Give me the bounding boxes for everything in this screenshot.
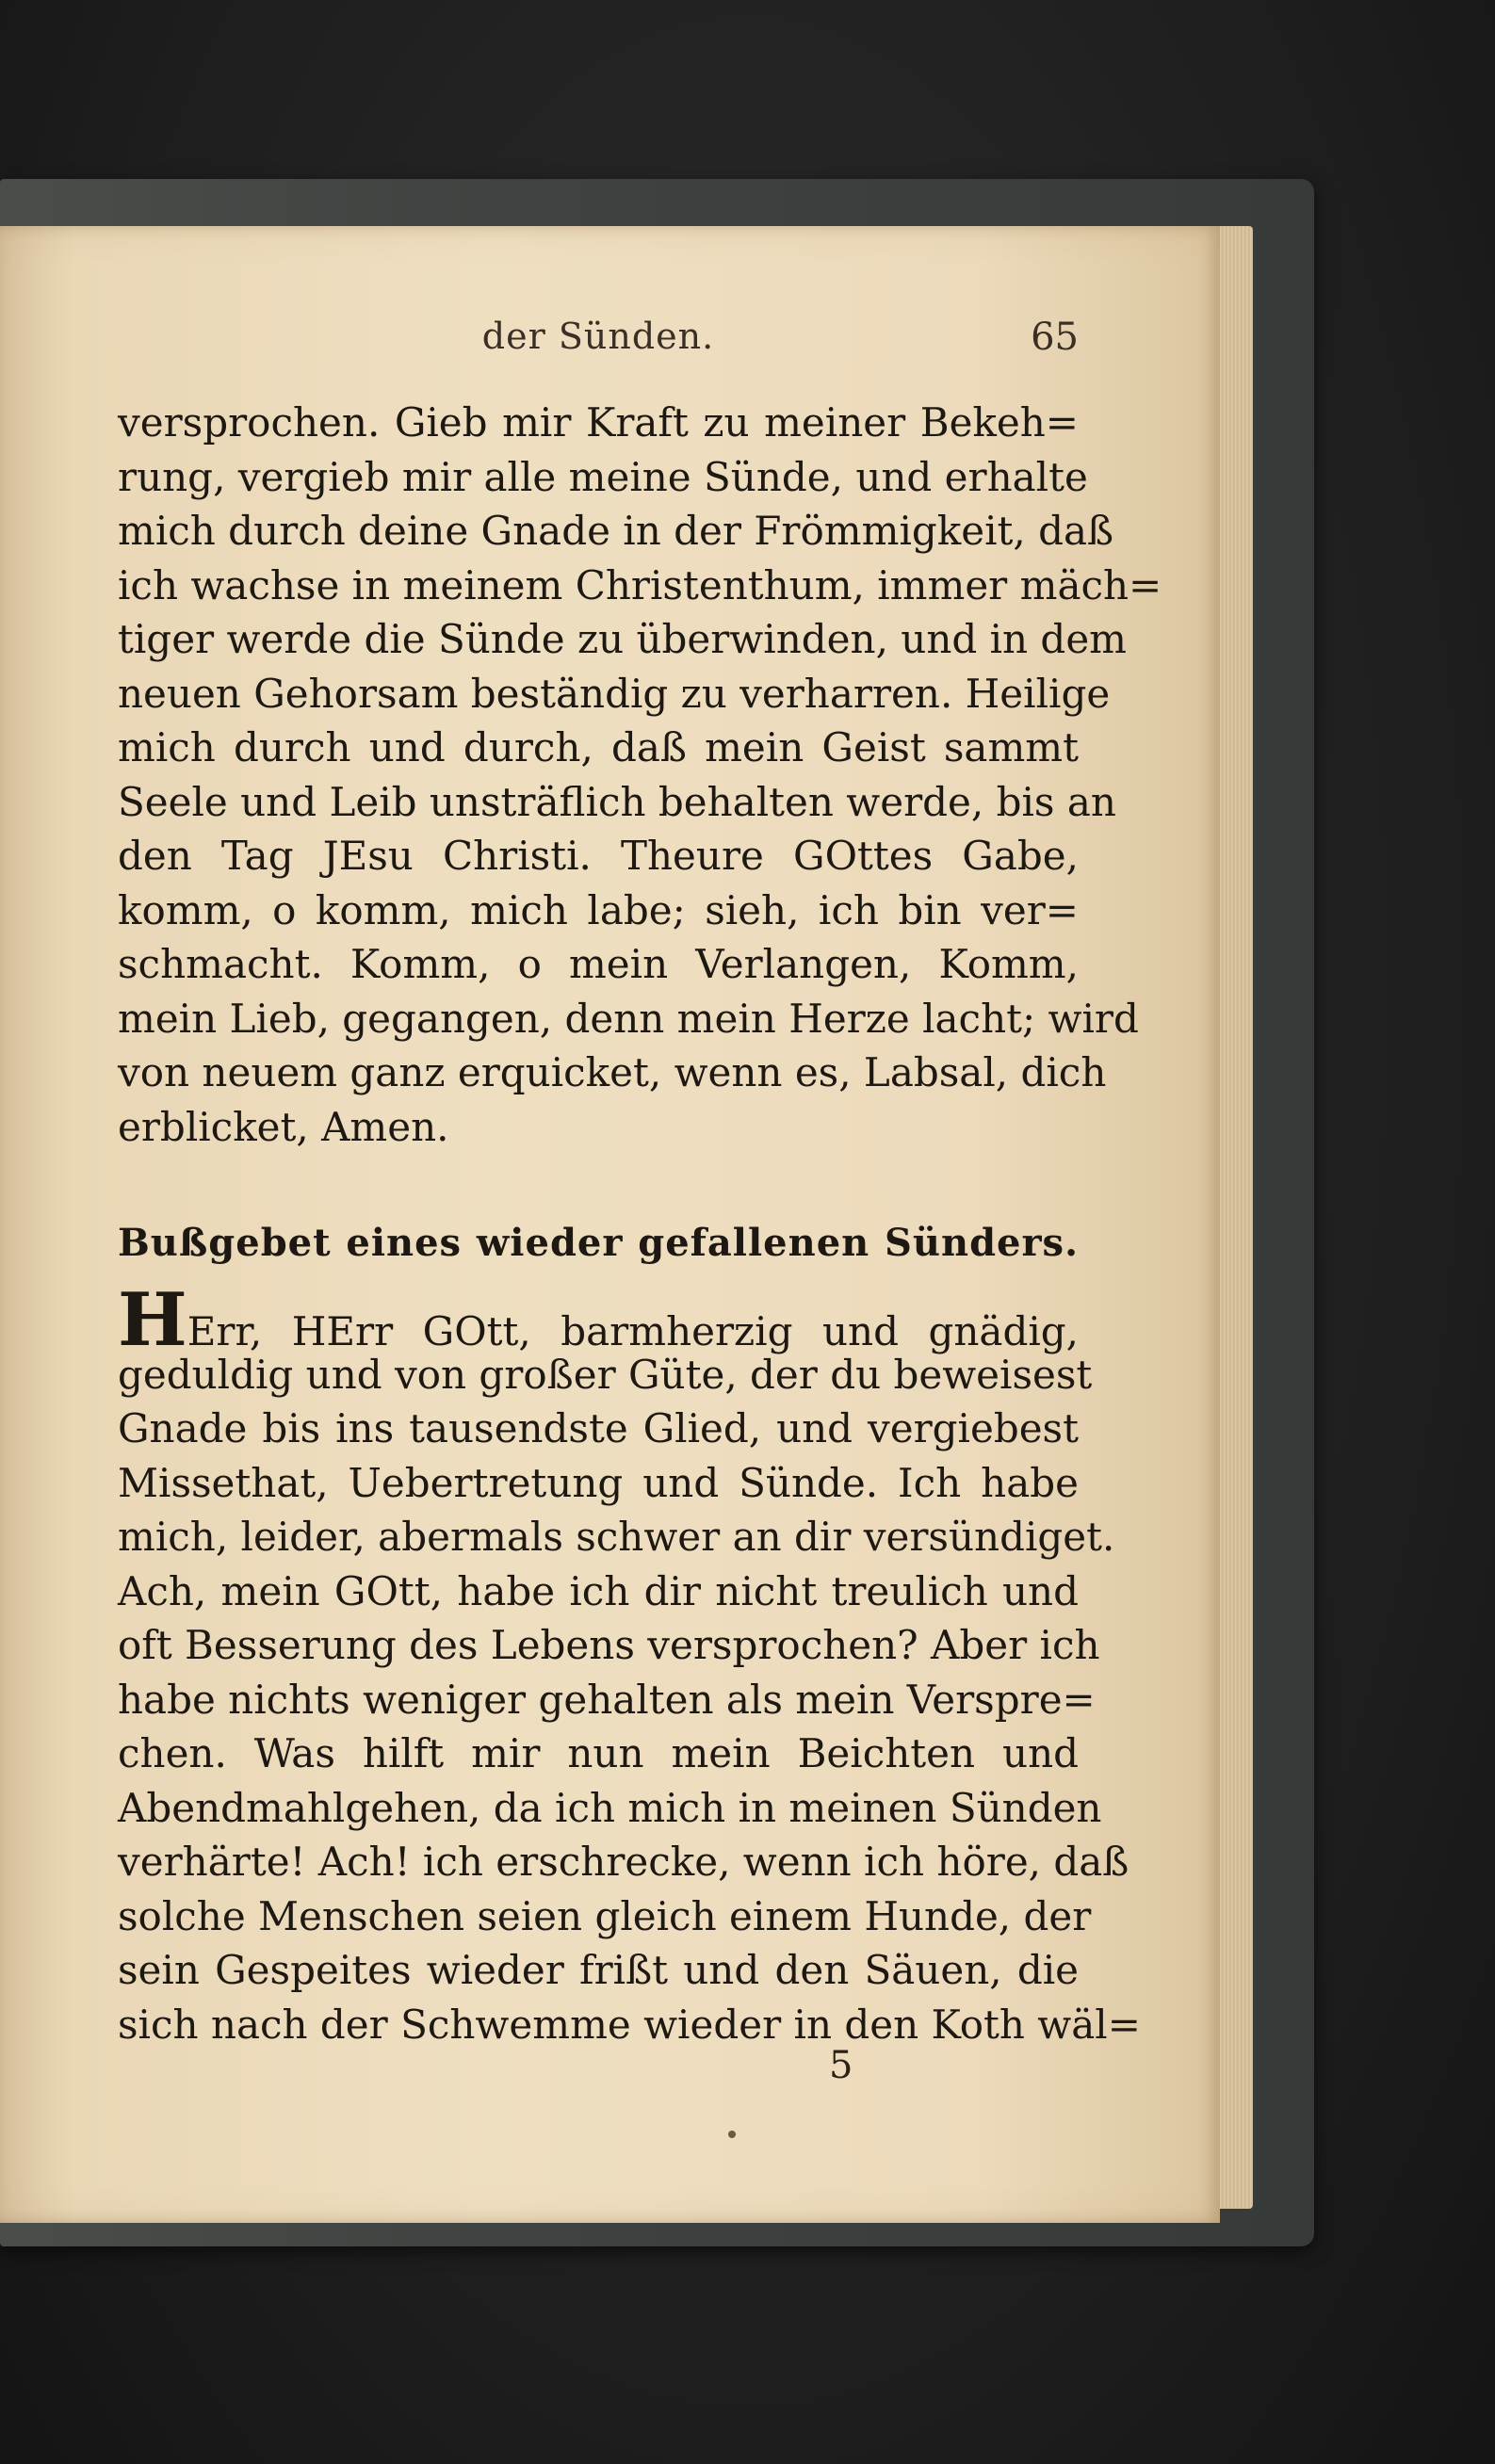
text-line: habe nichts weniger gehalten als mein Verspre= bbox=[118, 1676, 1096, 1723]
text-line: versprochen. Gieb mir Kraft zu meiner Bekeh= bbox=[118, 399, 1079, 446]
text-line: schmacht. Komm, o mein Verlangen, Komm, bbox=[118, 941, 1079, 987]
first-line-text: Err, HErr GOtt, barmherzig und gnädig, bbox=[187, 1308, 1079, 1354]
heading-gap bbox=[118, 1276, 1079, 1293]
page-body bbox=[118, 396, 1162, 2051]
text-line: Missethat, Uebertretung und Sünde. Ich habe bbox=[118, 1459, 1079, 1506]
text-line-first bbox=[118, 1277, 1079, 1363]
text-line: verhärte! Ach! ich erschrecke, wenn ich höre, daß bbox=[118, 1839, 1129, 1885]
text-line: Seele und Leib unsträflich behalten werde, bis an bbox=[118, 778, 1116, 825]
text-line: den Tag JEsu Christi. Theure GOttes Gabe, bbox=[118, 833, 1079, 879]
text-line: chen. Was hilft mir nun mein Beichten und bbox=[118, 1730, 1079, 1776]
text-line: mich, leider, abermals schwer an dir versündiget. bbox=[118, 1514, 1115, 1560]
text-line: tiger werde die Sünde zu überwinden, und in dem bbox=[118, 616, 1127, 662]
paragraph-penitential-prayer bbox=[118, 1277, 1141, 2051]
paragraph-prayer-end bbox=[118, 396, 1162, 1154]
text-line: Gnade bis ins tausendste Glied, und vergiebest bbox=[118, 1405, 1079, 1451]
text-line: mich durch deine Gnade in der Frömmigkeit, daß bbox=[118, 508, 1114, 554]
text-line: neuen Gehorsam beständig zu verharren. Heilige bbox=[118, 670, 1111, 717]
section-heading: Bußgebet eines wieder gefallenen Sünders. bbox=[118, 1221, 1079, 1265]
text-line: sein Gespeites wieder frißt und den Säuen, die bbox=[118, 1947, 1079, 1993]
ink-speck bbox=[728, 2131, 736, 2138]
text-line: oft Besserung des Lebens versprochen? Aber ich bbox=[118, 1622, 1100, 1668]
page-number: 65 bbox=[1031, 316, 1079, 359]
text-line: geduldig und von großer Güte, der du beweisest bbox=[118, 1351, 1093, 1398]
text-line: erblicket, Amen. bbox=[118, 1103, 449, 1150]
text-line: mein Lieb, gegangen, denn mein Herze lacht; wird bbox=[118, 995, 1139, 1042]
text-line: ich wachse in meinem Christenthum, immer mäch= bbox=[118, 561, 1162, 608]
text-line: komm, o komm, mich labe; sieh, ich bin ver= bbox=[118, 886, 1079, 933]
section-gap bbox=[118, 1154, 1079, 1210]
text-line: von neuem ganz erquicket, wenn es, Labsal, dich bbox=[118, 1049, 1107, 1095]
text-line: mich durch und durch, daß mein Geist sammt bbox=[118, 724, 1079, 770]
text-line: rung, vergieb mir alle meine Sünde, und erhalte bbox=[118, 453, 1088, 500]
drop-cap: H bbox=[118, 1277, 187, 1363]
text-line: Ach, mein GOtt, habe ich dir nicht treulich und bbox=[118, 1567, 1079, 1614]
running-head bbox=[118, 316, 1079, 367]
text-line: solche Menschen seien gleich einem Hunde, der bbox=[118, 1892, 1092, 1939]
text-line: Abendmahlgehen, da ich mich in meinen Sünden bbox=[118, 1784, 1102, 1831]
text-line: sich nach der Schwemme wieder in den Koth wäl= bbox=[118, 2001, 1141, 2048]
running-title: der Sünden. bbox=[481, 316, 715, 357]
signature-mark: 5 bbox=[829, 2044, 853, 2087]
